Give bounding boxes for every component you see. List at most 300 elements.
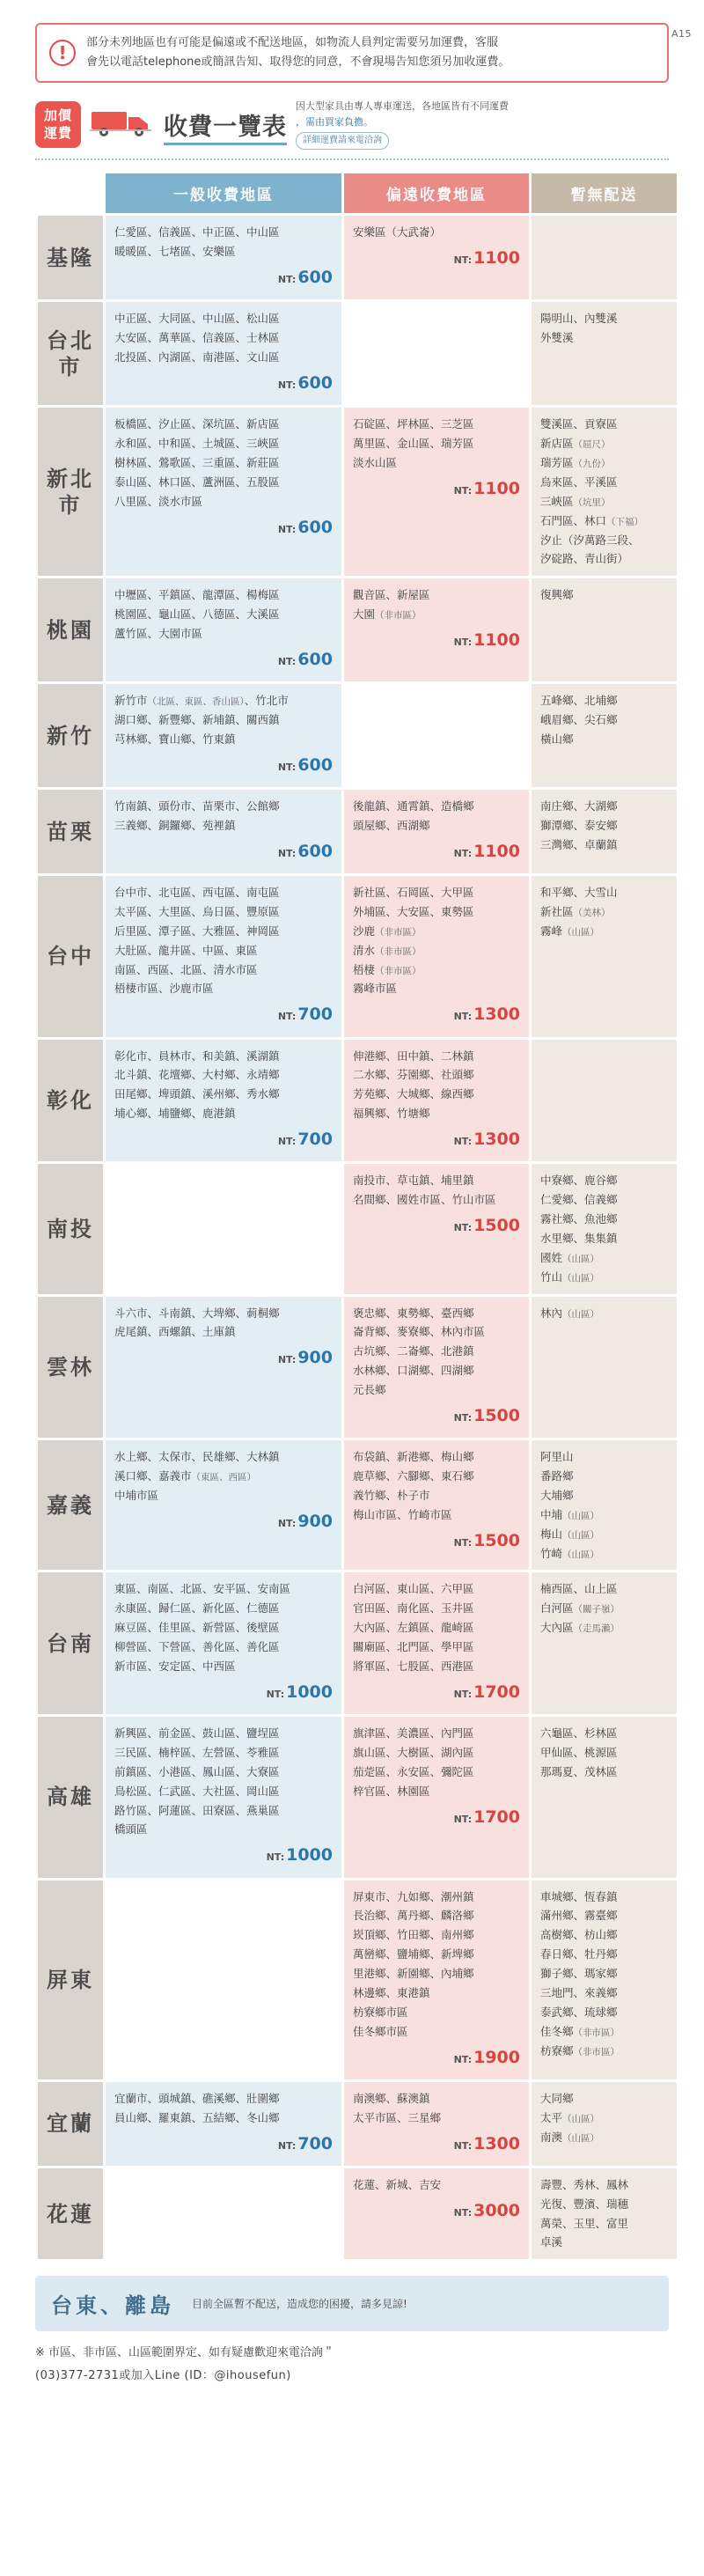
price-remote-0: NT: 1100	[453, 248, 520, 269]
exclamation-icon: !	[49, 40, 76, 66]
cell-line: 新社區（美林）	[540, 904, 611, 918]
cell-line: 新市區、安定區、中西區	[114, 1659, 236, 1673]
cell-text	[114, 1579, 333, 1675]
table-row	[38, 2168, 677, 2260]
city-label: 新北市	[38, 408, 103, 576]
cell-line: 大內區（走馬瀨）	[540, 1621, 620, 1635]
cell-line: 梅山市區、竹崎市區	[353, 1507, 452, 1521]
cell-line: 安樂區（大武崙）	[353, 225, 442, 239]
cell-normal-12	[106, 1717, 341, 1878]
cell-text	[353, 1724, 520, 1801]
cell-line: 大肚區、龍井區、中區、東區	[114, 943, 258, 957]
cell-line: 三峽區（坑里）	[540, 494, 611, 508]
cell-line: 屏東市、九如鄉、潮州鎮	[353, 1889, 474, 1903]
cell-line: 清水（非市區）	[353, 943, 422, 957]
cell-text	[540, 2175, 668, 2253]
cell-line: 淡水山區	[353, 456, 398, 469]
cell-normal-10	[106, 1440, 341, 1570]
islands-notice	[35, 2276, 669, 2331]
cell-line: 埔心鄉、埔鹽鄉、鹿港鎮	[114, 1107, 236, 1121]
cell-line: 湖口鄉、新豐鄉、新埔鎮、關西鎮	[114, 713, 280, 726]
cell-line: 后里區、潭子區、大雅區、神岡區	[114, 924, 280, 938]
cell-line: 永康區、歸仁區、新化區、仁德區	[114, 1601, 280, 1616]
table-row	[38, 1440, 677, 1570]
cell-line: 五峰鄉、北埔鄉	[540, 694, 618, 708]
table-row	[38, 790, 677, 873]
cell-line: 關廟區、北門區、學甲區	[353, 1640, 474, 1653]
cell-normal-13	[106, 1880, 341, 2079]
truck-icon	[90, 105, 155, 144]
cell-line: 白河區（關子嶺）	[540, 1601, 620, 1616]
table-row	[38, 2082, 677, 2166]
cell-none-8	[532, 1164, 677, 1293]
cell-line: 大內區、左鎮區、龍崎區	[353, 1621, 474, 1635]
city-label: 苗栗	[38, 790, 103, 873]
cell-text	[353, 1888, 520, 2042]
cell-line: 暖暖區、七堵區、安樂區	[114, 245, 236, 259]
cell-line: 將軍區、七股區、西港區	[353, 1659, 474, 1673]
city-label: 基隆	[38, 216, 103, 299]
cell-text	[114, 1304, 333, 1343]
cell-none-14	[532, 2082, 677, 2166]
cell-line: 義竹鄉、朴子市	[353, 1488, 430, 1502]
cell-text	[353, 1447, 520, 1525]
cell-line: 梧棲市區、沙鹿市區	[114, 982, 214, 996]
cell-line: 永和區、中和區、土城區、三峽區	[114, 437, 280, 451]
surcharge-badge	[35, 101, 81, 148]
cell-normal-15	[106, 2168, 341, 2260]
cell-text	[353, 883, 520, 998]
surcharge-badge-line2: 運費	[44, 125, 73, 142]
cell-text	[353, 2089, 520, 2128]
cell-line: 番路鄉	[540, 1469, 574, 1483]
cell-remote-2	[344, 408, 529, 576]
cell-remote-9	[344, 1297, 529, 1439]
cell-line: 林內（山區）	[540, 1306, 600, 1320]
fee-table-page	[0, 23, 704, 2576]
cell-line: 柳營區、下營區、善化區、善化區	[114, 1640, 280, 1653]
cell-line: 汐止（汐萬路三段、	[540, 533, 640, 547]
cell-line: 二水鄉、芬園鄉、社頭鄉	[353, 1068, 474, 1082]
cell-line: 楠西區、山上區	[540, 1582, 618, 1596]
cell-line: 新興區、前金區、鼓山區、鹽埕區	[114, 1726, 280, 1740]
table-row	[38, 1164, 677, 1293]
cell-line: 三地門、來義鄉	[540, 1985, 618, 1999]
notice-line-2: 會先以電話telephone或簡訊告知、取得您的同意，不會現場告知您須另加收運費。	[86, 55, 510, 70]
corner-tag: A15	[671, 28, 692, 40]
cell-line: 獅子鄉、瑪家鄉	[540, 1967, 618, 1980]
cell-line: 枋寮鄉市區	[353, 2005, 408, 2019]
price-remote-11: NT: 1700	[453, 1682, 520, 1702]
cell-line: 阿里山	[540, 1450, 574, 1464]
cell-line: 林邊鄉、東港鎮	[353, 1985, 430, 1999]
price-normal-14: NT: 700	[277, 2133, 333, 2153]
cell-line: 滿州鄉、霧臺鄉	[540, 1909, 618, 1923]
cell-line: 中寮鄉、鹿谷鄉	[540, 1174, 618, 1188]
cell-line: 虎尾鎮、西螺鎮、土庫鎮	[114, 1325, 236, 1339]
notice-box	[35, 23, 669, 83]
cell-line: 外埔區、大安區、東勢區	[353, 904, 474, 918]
header-remote-area: 偏遠收費地區	[344, 173, 529, 213]
cell-line: 萬里區、金山區、瑞芳區	[353, 437, 474, 451]
price-normal-1: NT: 600	[277, 373, 333, 393]
cell-remote-3	[344, 578, 529, 681]
cell-line: 白河區、東山區、六甲區	[353, 1582, 474, 1596]
price-remote-12: NT: 1700	[453, 1807, 520, 1827]
cell-line: 梅山（山區）	[540, 1527, 600, 1541]
notice-line-1: 部分未列地區也有可能是偏遠或不配送地區，如物流人員判定需要另加運費，客服	[86, 36, 499, 49]
cell-line: 北投區、內湖區、南港區、文山區	[114, 350, 280, 364]
cell-text	[540, 691, 668, 749]
title-note	[296, 99, 509, 150]
price-normal-0: NT: 600	[277, 268, 333, 288]
contact-line-2[interactable]: (03)377-2731或加入Line (ID：@ihousefun)	[35, 2369, 291, 2383]
cell-line: 旗津區、美濃區、內門區	[353, 1726, 474, 1740]
cell-line: 太平（山區）	[540, 2110, 600, 2124]
price-remote-6: NT: 1300	[453, 1005, 520, 1025]
cell-remote-14	[344, 2082, 529, 2166]
cell-line: 竹崎（山區）	[540, 1546, 600, 1560]
title-band	[35, 99, 669, 150]
cell-line: 斗六市、斗南鎮、大埤鄉、莿桐鄉	[114, 1306, 280, 1320]
cell-none-3	[532, 578, 677, 681]
page-title: 收費一覽表	[164, 107, 287, 142]
price-remote-2: NT: 1100	[453, 478, 520, 498]
cell-text	[114, 585, 333, 644]
cell-line: 橫山鄉	[540, 732, 574, 746]
header-no-delivery: 暫無配送	[532, 173, 677, 213]
cell-line: 竹南鎮、頭份市、苗栗市、公館鄉	[114, 799, 280, 813]
cell-line: 汐碇路、青山街）	[540, 552, 629, 566]
cell-none-10	[532, 1440, 677, 1570]
price-normal-12: NT: 1000	[266, 1845, 333, 1866]
cell-remote-6	[344, 876, 529, 1037]
cell-line: 橋頭區	[114, 1822, 148, 1836]
cell-none-4	[532, 684, 677, 787]
cell-text	[353, 585, 520, 624]
cell-normal-11	[106, 1572, 341, 1714]
cell-text	[540, 2089, 668, 2147]
cell-normal-3	[106, 578, 341, 681]
cell-line: 樹林區、鶯歌區、三重區、新莊區	[114, 456, 280, 469]
cell-text	[353, 1047, 520, 1124]
cell-line: 後龍鎮、通霄鎮、造橋鄉	[353, 799, 474, 813]
cell-text	[540, 1171, 668, 1286]
cell-line: 水上鄉、太保市、民雄鄉、大林鎮	[114, 1450, 280, 1464]
cell-line: 竹山（山區）	[540, 1270, 600, 1284]
cell-none-0	[532, 216, 677, 299]
cell-remote-10	[344, 1440, 529, 1570]
cell-line: 路竹區、阿蓮區、田寮區、燕巢區	[114, 1803, 280, 1817]
cell-line: 三灣鄉、卓蘭鎮	[540, 837, 618, 851]
table-row	[38, 1040, 677, 1162]
cell-line: 溪口鄉、嘉義市（東區、西區）	[114, 1469, 257, 1483]
cell-line: 卓溪	[540, 2235, 563, 2249]
cell-text	[114, 883, 333, 998]
cell-line: 古坑鄉、二崙鄉、北港鎮	[353, 1344, 474, 1358]
cell-line: 八里區、淡水市區	[114, 494, 203, 508]
table-row	[38, 302, 677, 405]
cell-line: 崙背鄉、麥寮鄉、林內市區	[353, 1325, 486, 1339]
cell-line: 茄萣區、永安區、彌陀區	[353, 1764, 474, 1778]
cell-text	[353, 2175, 520, 2195]
cell-normal-5	[106, 790, 341, 873]
cell-line: 中埔（山區）	[540, 1507, 600, 1521]
title-note-line1: 因大型家具由專人專車運送，各地區皆有不同運費	[296, 100, 510, 113]
price-remote-5: NT: 1100	[453, 841, 520, 861]
cell-line: 太平區、大里區、烏日區、豐原區	[114, 904, 280, 918]
cell-none-9	[532, 1297, 677, 1439]
cell-line: 芎林鄉、寶山鄉、竹東鎮	[114, 732, 236, 746]
cell-line: 峨眉鄉、尖石鄉	[540, 713, 618, 726]
cell-line: 春日鄉、牡丹鄉	[540, 1947, 618, 1961]
cell-line: 壽豐、秀林、鳳林	[540, 2177, 629, 2191]
cell-line: 高樹鄉、枋山鄉	[540, 1928, 618, 1942]
header-blank	[38, 173, 103, 213]
price-normal-3: NT: 600	[277, 649, 333, 669]
cell-line: 南區、西區、北區、清水市區	[114, 962, 258, 976]
price-normal-2: NT: 600	[277, 517, 333, 537]
cell-line: 南投市、草屯鎮、埔里鎮	[353, 1174, 474, 1188]
cell-text	[540, 1304, 668, 1323]
cell-line: 大園（非市區）	[353, 607, 422, 622]
price-normal-11: NT: 1000	[266, 1682, 333, 1702]
cell-line: 泰山區、林口區、蘆洲區、五股區	[114, 475, 280, 489]
cell-line: 南庄鄉、大湖鄉	[540, 799, 618, 813]
islands-title: 台東、離島	[51, 2293, 174, 2319]
cell-text	[540, 1724, 668, 1782]
city-label: 桃園	[38, 578, 103, 681]
cell-line: 桃園區、龜山區、八德區、大溪區	[114, 607, 280, 622]
cell-line: 枋寮鄉（非市區）	[540, 2043, 620, 2057]
cell-normal-7	[106, 1040, 341, 1162]
cell-text	[540, 585, 668, 605]
cell-line: 佳冬鄉市區	[353, 2024, 408, 2038]
city-label: 宜蘭	[38, 2082, 103, 2166]
cell-line: 陽明山、內雙溪	[540, 312, 618, 326]
cell-line: 光復、豐濱、瑞穗	[540, 2197, 629, 2211]
cell-remote-15	[344, 2168, 529, 2260]
cell-line: 水里鄉、集集鎮	[540, 1231, 618, 1245]
cell-line: 布袋鎮、新港鄉、梅山鄉	[353, 1450, 474, 1464]
fee-table-body	[38, 216, 677, 2259]
contact-line-1: ※ 市區、非市區、山區範圍界定、如有疑慮歡迎來電洽詢＂	[35, 2346, 335, 2360]
cell-line: 芳苑鄉、大城鄉、線西鄉	[353, 1087, 474, 1101]
city-label: 南投	[38, 1164, 103, 1293]
price-remote-8: NT: 1500	[453, 1216, 520, 1235]
city-label: 台北市	[38, 302, 103, 405]
cell-line: 三義鄉、銅鑼鄉、苑裡鎮	[114, 818, 236, 832]
cell-line: 旗山區、大樹區、湖內區	[353, 1745, 474, 1759]
cell-line: 梧棲（非市區）	[353, 962, 422, 976]
table-header-row	[38, 173, 677, 213]
cell-remote-11	[344, 1572, 529, 1714]
cell-none-2	[532, 408, 677, 576]
city-label: 花蓮	[38, 2168, 103, 2260]
cell-line: 麻豆區、佳里區、新營區、後壁區	[114, 1621, 280, 1635]
price-normal-5: NT: 600	[277, 841, 333, 861]
cell-line: 員山鄉、羅東鎮、五結鄉、冬山鄉	[114, 2110, 280, 2124]
price-remote-9: NT: 1500	[453, 1405, 520, 1425]
cell-text	[114, 223, 333, 261]
cell-text	[353, 797, 520, 835]
cell-none-7	[532, 1040, 677, 1162]
cell-line: 中正區、大同區、中山區、松山區	[114, 312, 280, 326]
cell-line: 台中市、北屯區、西屯區、南屯區	[114, 886, 280, 899]
notice-text	[86, 33, 510, 72]
city-label: 台南	[38, 1572, 103, 1714]
cell-line: 伸港鄉、田中鎮、二林鎮	[353, 1049, 474, 1063]
cell-remote-13	[344, 1880, 529, 2079]
price-normal-10: NT: 900	[277, 1511, 333, 1531]
cell-line: 泰武鄉、琉球鄉	[540, 2005, 618, 2019]
cell-text	[353, 415, 520, 473]
cell-line: 里港鄉、新園鄉、內埔鄉	[353, 1967, 474, 1980]
cell-line: 元長鄉	[353, 1383, 386, 1396]
price-remote-15: NT: 3000	[453, 2200, 520, 2220]
contact-pill[interactable]: 詳細運費請來電洽詢	[296, 132, 389, 150]
cell-text	[353, 1304, 520, 1400]
cell-remote-5	[344, 790, 529, 873]
table-row	[38, 1880, 677, 2079]
cell-text	[353, 223, 520, 242]
cell-text	[353, 1579, 520, 1675]
price-remote-13: NT: 1900	[453, 2047, 520, 2067]
cell-line: 霧峰市區	[353, 982, 398, 996]
cell-line: 彰化市、員林市、和美鎮、溪湖鎮	[114, 1049, 280, 1063]
cell-line: 石碇區、坪林區、三芝區	[353, 417, 474, 431]
cell-line: 花蓮、新城、吉安	[353, 2177, 442, 2191]
price-normal-7: NT: 700	[277, 1130, 333, 1149]
cell-text	[540, 797, 668, 855]
cell-line: 南澳鄉、蘇澳鎮	[353, 2091, 430, 2105]
cell-normal-4	[106, 684, 341, 787]
cell-text	[114, 1447, 333, 1505]
cell-line: 南澳（山區）	[540, 2130, 600, 2144]
cell-text	[540, 309, 668, 348]
cell-line: 萬榮、玉里、富里	[540, 2216, 629, 2230]
cell-line: 復興鄉	[540, 588, 574, 602]
cell-line: 北斗鎮、花壇鄉、大村鄉、永靖鄉	[114, 1068, 280, 1082]
cell-text	[540, 1888, 668, 2061]
cell-line: 瑞芳區（九份）	[540, 456, 611, 469]
cell-line: 崁頂鄉、竹田鄉、南州鄉	[353, 1928, 474, 1942]
cell-line: 宜蘭市、頭城鎮、礁溪鄉、壯圍鄉	[114, 2091, 280, 2105]
cell-normal-6	[106, 876, 341, 1037]
islands-subtitle: 目前全區暫不配送，造成您的困擾，請多見諒!	[192, 2298, 407, 2311]
cell-line: 蘆竹區、大園市區	[114, 627, 203, 640]
cell-line: 大同鄉	[540, 2091, 574, 2105]
fee-table	[35, 171, 679, 2262]
cell-text	[114, 691, 333, 749]
cell-text	[114, 2089, 333, 2128]
price-remote-7: NT: 1300	[453, 1130, 520, 1149]
cell-none-1	[532, 302, 677, 405]
cell-text	[114, 415, 333, 511]
cell-line: 中壢區、平鎮區、龍潭區、楊梅區	[114, 588, 280, 602]
cell-line: 國姓（山區）	[540, 1250, 600, 1264]
cell-none-13	[532, 1880, 677, 2079]
cell-line: 官田區、南化區、玉井區	[353, 1601, 474, 1616]
cell-normal-8	[106, 1164, 341, 1293]
header-normal-area: 一般收費地區	[106, 173, 341, 213]
cell-remote-8	[344, 1164, 529, 1293]
cell-text	[540, 1579, 668, 1638]
cell-line: 褒忠鄉、東勢鄉、臺西鄉	[353, 1306, 474, 1320]
cell-none-6	[532, 876, 677, 1037]
cell-line: 名間鄉、國姓市區、竹山市區	[353, 1193, 496, 1207]
cell-normal-0	[106, 216, 341, 299]
cell-none-15	[532, 2168, 677, 2260]
cell-line: 車城鄉、恆春鎮	[540, 1889, 618, 1903]
cell-line: 沙鹿（非市區）	[353, 924, 422, 938]
cell-normal-14	[106, 2082, 341, 2166]
city-label: 嘉義	[38, 1440, 103, 1570]
cell-line: 霧峰（山區）	[540, 924, 600, 938]
cell-text	[540, 415, 668, 569]
cell-line: 新社區、石岡區、大甲區	[353, 886, 474, 899]
price-normal-4: NT: 600	[277, 754, 333, 775]
cell-text	[114, 797, 333, 835]
table-row	[38, 1717, 677, 1878]
cell-line: 和平鄉、大雪山	[540, 886, 618, 899]
cell-line: 鹿草鄉、六腳鄉、東石鄉	[353, 1469, 474, 1483]
table-row	[38, 1572, 677, 1714]
cell-remote-7	[344, 1040, 529, 1162]
cell-remote-0	[344, 216, 529, 299]
price-remote-10: NT: 1500	[453, 1530, 520, 1550]
city-label: 台中	[38, 876, 103, 1037]
city-label: 高雄	[38, 1717, 103, 1878]
cell-text	[114, 1724, 333, 1839]
city-label: 雲林	[38, 1297, 103, 1439]
price-remote-3: NT: 1100	[453, 630, 520, 650]
cell-line: 霧社鄉、魚池鄉	[540, 1212, 618, 1225]
table-row	[38, 1297, 677, 1439]
table-row	[38, 216, 677, 299]
cell-line: 鳥松區、仁武區、大社區、岡山區	[114, 1784, 280, 1798]
cell-remote-1	[344, 302, 529, 405]
cell-none-12	[532, 1717, 677, 1878]
cell-line: 田尾鄉、埤頭鎮、溪州鄉、秀水鄉	[114, 1087, 280, 1101]
price-remote-14: NT: 1300	[453, 2133, 520, 2153]
cell-line: 仁愛區、信義區、中正區、中山區	[114, 225, 280, 239]
cell-line: 烏來區、平溪區	[540, 475, 618, 489]
price-normal-9: NT: 900	[277, 1348, 333, 1368]
cell-remote-4	[344, 684, 529, 787]
cell-line: 福興鄉、竹塘鄉	[353, 1107, 430, 1121]
cell-text	[540, 1447, 668, 1563]
cell-line: 仁愛鄉、信義鄉	[540, 1193, 618, 1207]
cell-none-5	[532, 790, 677, 873]
divider	[35, 158, 669, 160]
cell-normal-9	[106, 1297, 341, 1439]
cell-line: 觀音區、新屋區	[353, 588, 430, 602]
cell-line: 太平市區、三星鄉	[353, 2110, 442, 2124]
cell-line: 雙溪區、貢寮區	[540, 417, 618, 431]
cell-line: 萬巒鄉、鹽埔鄉、新埤鄉	[353, 1947, 474, 1961]
table-row	[38, 684, 677, 787]
cell-line: 梓官區、林園區	[353, 1784, 430, 1798]
cell-line: 新店區（屈尺）	[540, 437, 611, 451]
cell-line: 中埔市區	[114, 1488, 159, 1502]
city-label: 屏東	[38, 1880, 103, 2079]
city-label: 彰化	[38, 1040, 103, 1162]
table-row	[38, 876, 677, 1037]
cell-remote-12	[344, 1717, 529, 1878]
cell-line: 大安區、萬華區、信義區、士林區	[114, 331, 280, 345]
cell-line: 前鎮區、小港區、鳳山區、大寮區	[114, 1764, 280, 1778]
